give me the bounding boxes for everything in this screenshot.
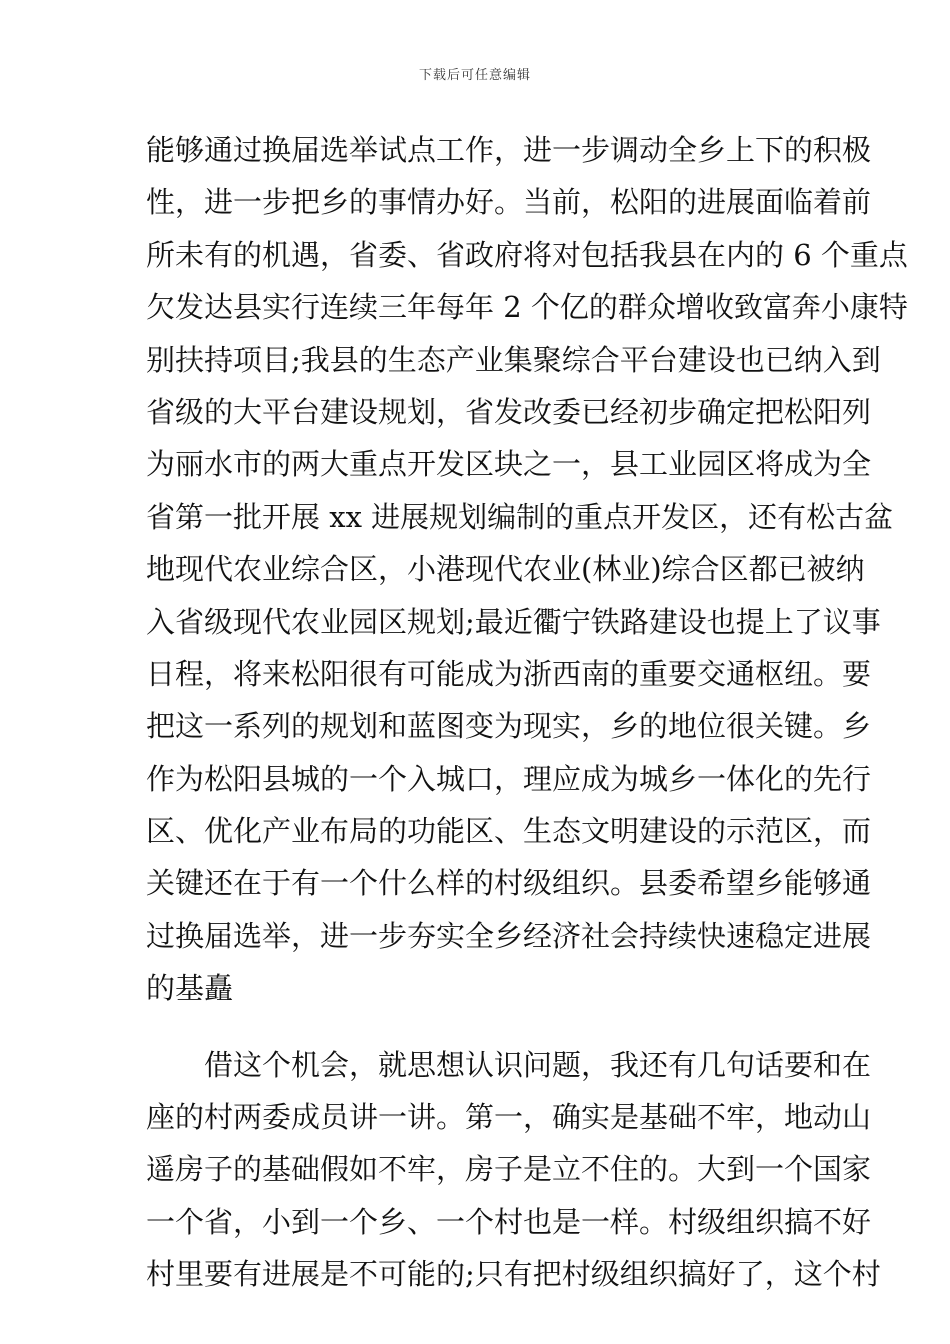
text-line: 座的村两委成员讲一讲。第一，确实是基础不牢，地动山: [146, 1100, 872, 1135]
text-line: 性，进一步把乡的事情办好。当前，松阳的进展面临着前: [146, 185, 872, 220]
paragraph-2: [146, 1039, 881, 1301]
text-line: 能够通过换届选举试点工作，进一步调动全乡上下的积极: [146, 133, 872, 167]
text-line: 日程，将来松阳很有可能成为浙西南的重要交通枢纽。要: [146, 656, 872, 691]
text-line: 为丽水市的两大重点开发区块之一，县工业园区将成为全: [146, 447, 872, 482]
paragraph-gap: [146, 1015, 810, 1039]
text-line: 区、优化产业布局的功能区、生态文明建设的示范区，而: [146, 814, 872, 849]
text-line: 借这个机会，就思想认识问题，我还有几句话要和在: [204, 1047, 872, 1082]
text-line: 所未有的机遇，省委、省政府将对包括我县在内的 6 个重点: [146, 237, 908, 272]
text-line: 的基矗: [146, 971, 234, 1006]
text-line: 省级的大平台建设规划，省发改委已经初步确定把松阳列: [146, 394, 872, 429]
page-header: 下载后可任意编辑: [418, 68, 531, 83]
text-line: 关键还在于有一个什么样的村级组织。县委希望乡能够通: [146, 866, 872, 901]
text-line: 一个省，小到一个乡、一个村也是一样。村级组织搞不好: [146, 1204, 872, 1239]
document-body: [146, 124, 908, 1301]
text-line: 把这一系列的规划和蓝图变为现实，乡的地位很关键。乡: [146, 709, 872, 744]
text-line: 入省级现代农业园区规划;最近衢宁铁路建设也提上了议事: [146, 604, 881, 639]
text-line: 作为松阳县城的一个入城口，理应成为城乡一体化的先行: [146, 761, 872, 796]
text-line: 遥房子的基础假如不牢，房子是立不住的。大到一个国家: [146, 1152, 872, 1187]
text-line: 地现代农业综合区，小港现代农业(林业)综合区都已被纳: [146, 552, 865, 587]
text-line: 过换届选举，进一步夯实全乡经济社会持续快速稳定进展: [146, 918, 872, 953]
text-line: 别扶持项目;我县的生态产业集聚综合平台建设也已纳入到: [146, 342, 881, 377]
text-line: 省第一批开展 xx 进展规划编制的重点开发区，还有松古盆: [146, 499, 894, 534]
text-line: 村里要有进展是不可能的;只有把村级组织搞好了，这个村: [146, 1257, 881, 1292]
paragraph-1: [146, 124, 908, 1015]
text-line: 欠发达县实行连续三年每年 2 个亿的群众增收致富奔小康特: [146, 290, 908, 325]
